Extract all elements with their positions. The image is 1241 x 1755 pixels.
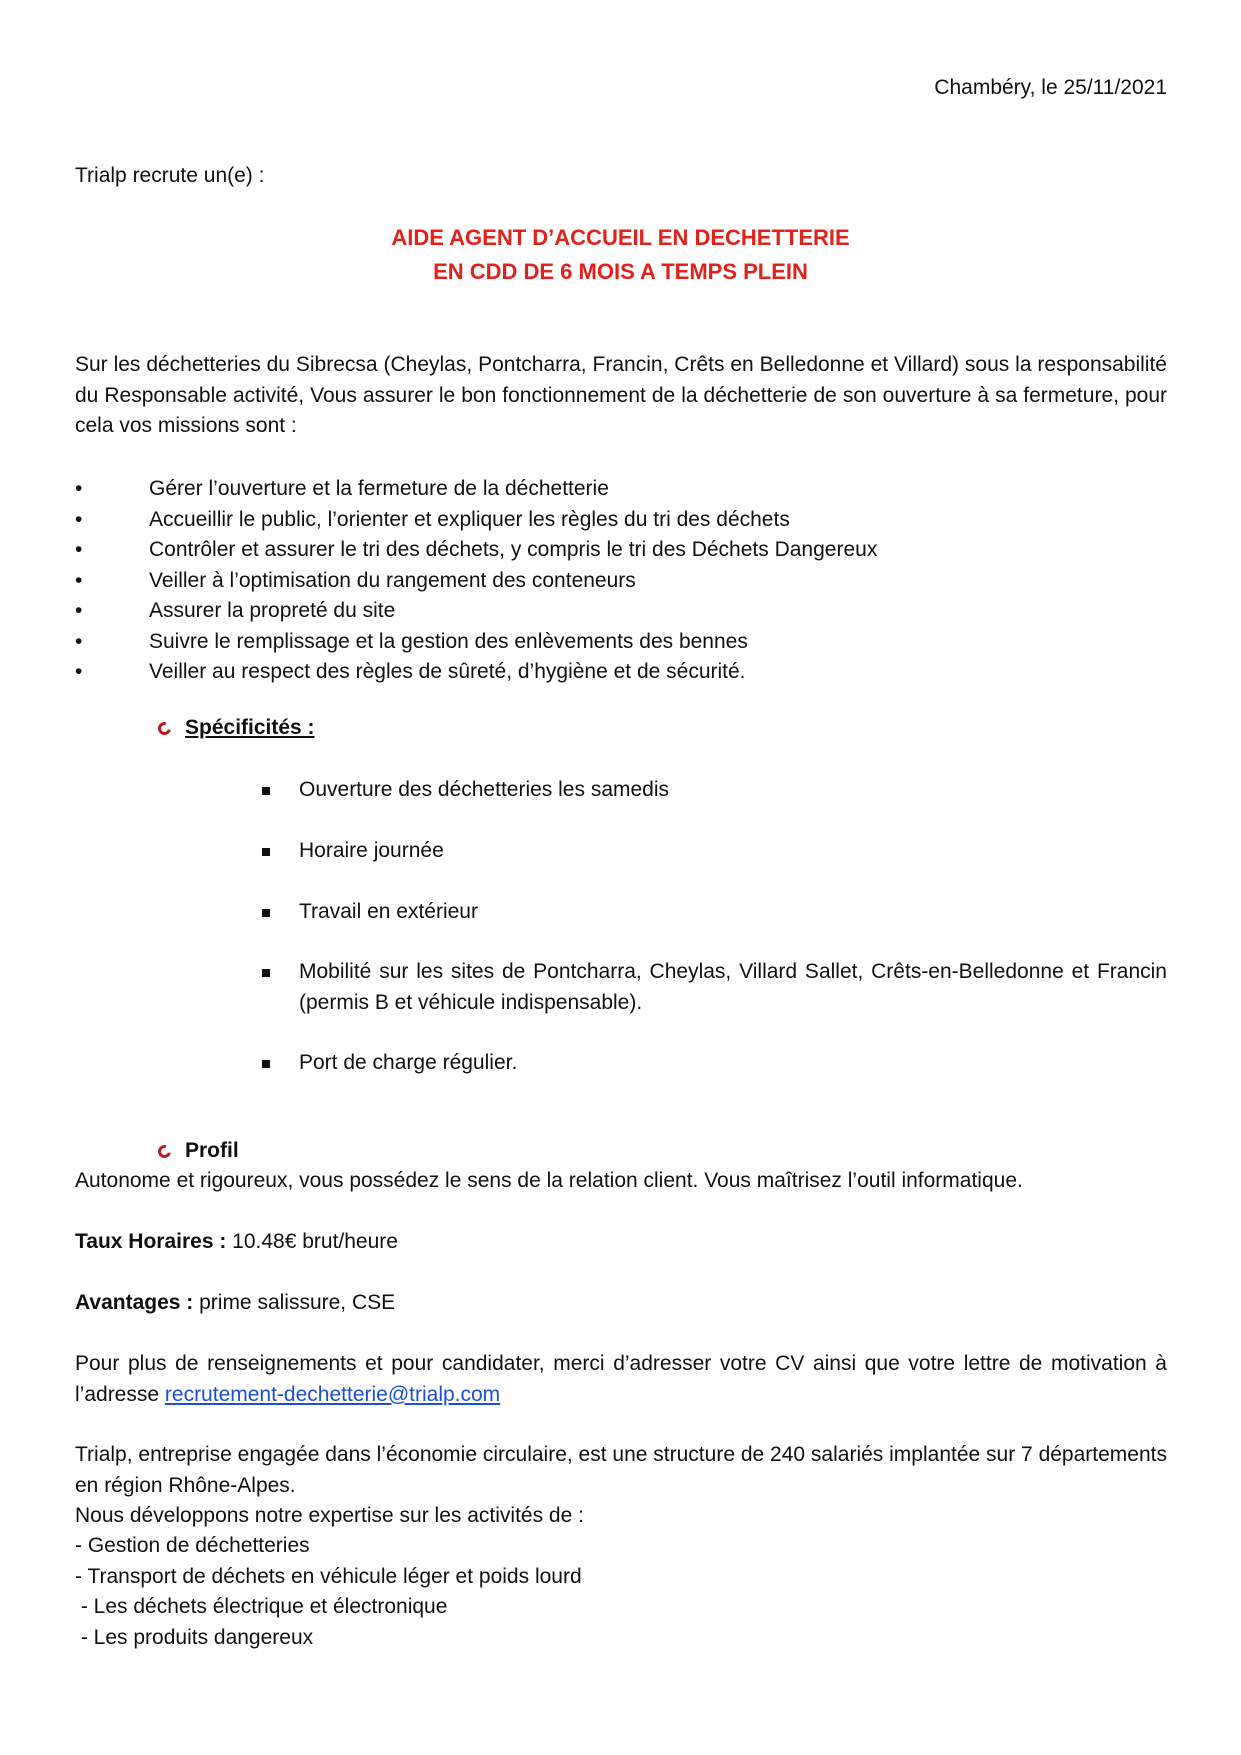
specificite-item: Horaire journée: [262, 836, 1167, 867]
bullet-icon: •: [75, 660, 83, 683]
mission-item: • Gérer l’ouverture et la fermeture de la déchetterie: [75, 474, 877, 505]
email-link[interactable]: recrutement-dechetterie@trialp.com: [164, 1382, 501, 1406]
profil-text: Autonome et rigoureux, vous possédez le sens de la relation client. Vous maîtrisez l’outil informatique.: [75, 1169, 1023, 1192]
expertise-intro: Nous développons notre expertise sur les activités de :: [75, 1504, 584, 1527]
mission-item: • Assurer la propreté du site: [75, 596, 877, 627]
square-bullet-icon: [262, 1060, 270, 1068]
job-title-line-2: EN CDD DE 6 MOIS A TEMPS PLEIN: [433, 259, 808, 284]
bullet-icon: •: [75, 477, 83, 500]
specificite-item: Travail en extérieur: [262, 897, 1167, 928]
activity-item: - Les déchets électrique et électronique: [75, 1595, 448, 1618]
mission-item: • Contrôler et assurer le tri des déchets, y compris le tri des Déchets Dangereux: [75, 535, 877, 566]
bullet-icon: •: [75, 507, 83, 531]
contact-paragraph: Pour plus de renseignements et pour candidater, merci d’adresser votre CV ainsi que votre lettre de motivation à l’adresse recrutement-dechetterie@trialp.com: [75, 1352, 1167, 1406]
bullet-icon: •: [75, 538, 83, 561]
square-bullet-icon: [262, 787, 270, 795]
profil-heading: Profil: [158, 1139, 239, 1163]
specificite-item: Port de charge régulier.: [262, 1048, 1167, 1079]
activity-item: - Gestion de déchetteries: [75, 1534, 310, 1557]
bullet-icon: •: [75, 599, 83, 622]
mission-item: • Veiller au respect des règles de sûreté, d’hygiène et de sécurité.: [75, 657, 877, 688]
bullet-icon: •: [75, 629, 83, 653]
missions-list: [75, 474, 877, 688]
specificites-heading: Spécificités :: [158, 716, 315, 740]
job-title-line-1: AIDE AGENT D’ACCUEIL EN DECHETTERIE: [391, 225, 850, 250]
date-line: Chambéry, le 25/11/2021: [934, 76, 1167, 99]
taux-horaires: Taux Horaires : 10.48€ brut/heure: [75, 1230, 398, 1253]
square-bullet-icon: [262, 848, 270, 856]
avantages: Avantages : prime salissure, CSE: [75, 1291, 396, 1314]
activity-item: - Les produits dangereux: [75, 1626, 314, 1649]
mission-item: • Suivre le remplissage et la gestion des enlèvements des bennes: [75, 627, 877, 658]
mission-item: • Accueillir le public, l’orienter et expliquer les règles du tri des déchets: [75, 505, 877, 536]
bullet-icon: •: [75, 568, 83, 592]
intro-text: Trialp recrute un(e) :: [75, 164, 265, 187]
specificite-item: Ouverture des déchetteries les samedis: [262, 775, 1167, 806]
ring-bullet-icon: [156, 719, 174, 737]
square-bullet-icon: [262, 969, 270, 977]
activity-item: - Transport de déchets en véhicule léger et poids lourd: [75, 1565, 582, 1588]
mission-item: • Veiller à l’optimisation du rangement des conteneurs: [75, 566, 877, 597]
job-description: Sur les déchetteries du Sibrecsa (Cheylas, Pontcharra, Francin, Crêts en Belledonne et Villard) sous la responsabilité du Responsable activité, Vous assurer le bon fonctionnement de la déchetterie de son ouverture à sa fermeture, pour cela vos missions sont :: [75, 353, 1167, 437]
ring-bullet-icon: [156, 1142, 174, 1160]
square-bullet-icon: [262, 909, 270, 917]
company-paragraph: Trialp, entreprise engagée dans l’économie circulaire, est une structure de 240 salariés implantée sur 7 départements en région Rhône-Alpes.: [75, 1443, 1167, 1497]
specificite-item: Mobilité sur les sites de Pontcharra, Cheylas, Villard Sallet, Crêts-en-Belledonne et Francin (permis B et véhicule indispensable).: [262, 957, 1167, 1018]
